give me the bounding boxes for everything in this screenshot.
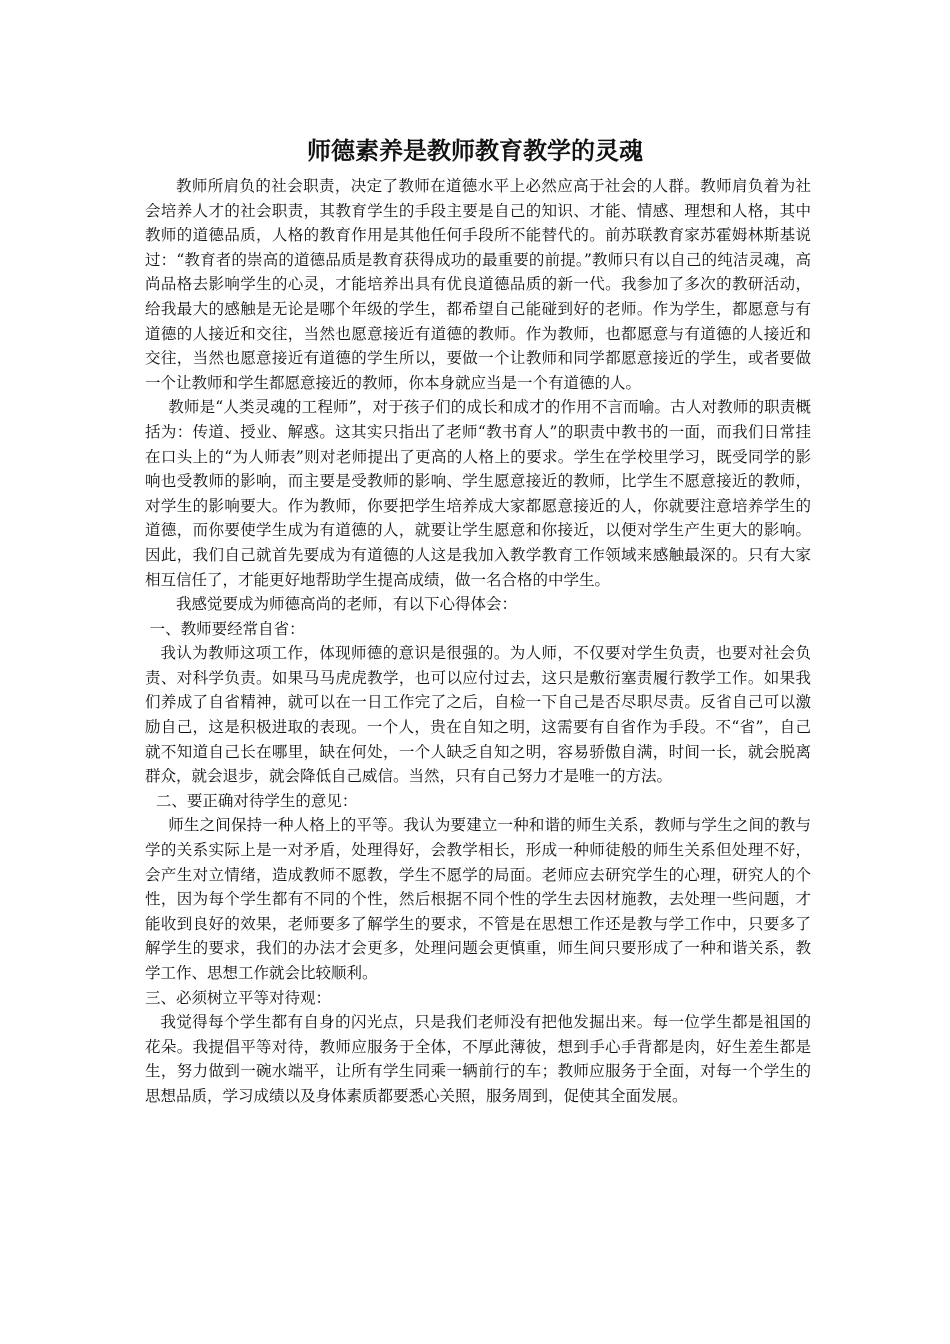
- paragraph-teacher-role: 教师是“人类灵魂的工程师”，对于孩子们的成长和成才的作用不言而喻。古人对教师的职责概括为：传道、授业、解惑。这其实只指出了老师“教书育人”的职责中教书的一面，而我们日常挂在口头上的“为人师表”则对老师提出了更高的人格上的要求。学生在学校里学习，既受同学的影响也受教师的影响，而主要是受教师的影响、学生愿意接近的教师，比学生不愿意接近的教师，对学生的影响要大。作为教师，你要把学生培养成大家都愿意接近的人，你就要注意培养学生的道德，而你要使学生成为有道德的人，就要让学生愿意和你接近，以便对学生产生更大的影响。因此，我们自己就首先要成为有道德的人这是我加入教学教育工作领域来感触最深的。只有大家相互信任了，才能更好地帮助学生提高成绩，做一名合格的中学生。: [145, 398, 811, 589]
- paragraph-experience-intro: 我感觉要成为师德高尚的老师，有以下心得体会：: [176, 595, 518, 614]
- section-heading-self-reflection: 一、教师要经常自省：: [149, 619, 305, 638]
- document-body: [145, 174, 811, 1109]
- paragraph-intro: 教师所肩负的社会职责，决定了教师在道德水平上必然应高于社会的人群。教师肩负着为社会培养人才的社会职责，其教育学生的手段主要是自己的知识、才能、情感、理想和人格，其中教师的道德品质，人格的教育作用是其他任何手段所不能替代的。前苏联教育家苏霍姆林斯基说过：“教育者的崇高的道德品质是教育获得成功的最重要的前提。”教师只有以自己的纯洁灵魂，高尚品格去影响学生的心灵，才能培养出具有优良道德品质的新一代。我参加了多次的教研活动，给我最大的感触是无论是哪个年级的学生，都希望自己能碰到好的老师。作为学生，都愿意与有道德的人接近和交往，当然也愿意接近有道德的教师。作为教师，也都愿意与有道德的人接近和交往，当然也愿意接近有道德的学生所以，要做一个让教师和同学都愿意接近的学生，或者要做一个让教师和学生都愿意接近的教师，你本身就应当是一个有道德的人。: [145, 177, 811, 392]
- paragraph-equality: 我觉得每个学生都有自身的闪光点，只是我们老师没有把他发掘出来。每一位学生都是祖国的花朵。我提倡平等对待，教师应服务于全体，不厚此薄彼，想到手心手背都是肉，好生差生都是生，努力做到一碗水端平，让所有学生同乘一辆前行的车；教师应服务于全面，对每一个学生的思想品质，学习成绩以及身体素质都要悉心关照，服务周到，促使其全面发展。: [145, 1013, 811, 1105]
- paragraph-student-opinions: 师生之间保持一种人格上的平等。我认为要建立一种和谐的师生关系，教师与学生之间的教与学的关系实际上是一对矛盾，处理得好，会教学相长，形成一种师徒般的师生关系但处理不好，会产生对立情绪，造成教师不愿教，学生不愿学的局面。老师应去研究学生的心理，研究人的个性，因为每个学生都有不同的个性，然后根据不同个性的学生去因材施教，去处理一些问题，才能收到良好的效果，老师要多了解学生的要求，不管是在思想工作还是教与学工作中，只要多了解学生的要求，我们的办法才会更多，处理问题会更慎重，师生间只要形成了一种和谐关系，教学工作、思想工作就会比较顺利。: [145, 816, 811, 982]
- section-heading-equality: 三、必须树立平等对待观：: [145, 988, 332, 1007]
- document-title: 师德素养是教师教育教学的灵魂: [307, 137, 643, 165]
- section-heading-student-opinions: 二、要正确对待学生的意见：: [155, 791, 358, 810]
- paragraph-self-reflection: 我认为教师这项工作，体现师德的意识是很强的。为人师，不仅要对学生负责，也要对社会负责、对科学负责。如果马马虎虎教学，也可以应付过去，这只是敷衍塞责履行教学工作。如果我们养成了自省精神，就可以在一日工作完了之后，自检一下自己是否尽职尽责。反省自己可以激励自己，这是积极进取的表现。一个人，贵在自知之明，这需要有自省作为手段。不“省”，自己就不知道自己长在哪里，缺在何处，一个人缺乏自知之明，容易骄傲自满，时间一长，就会脱离群众，就会退步，就会降低自己威信。当然，只有自己努力才是唯一的方法。: [145, 644, 811, 786]
